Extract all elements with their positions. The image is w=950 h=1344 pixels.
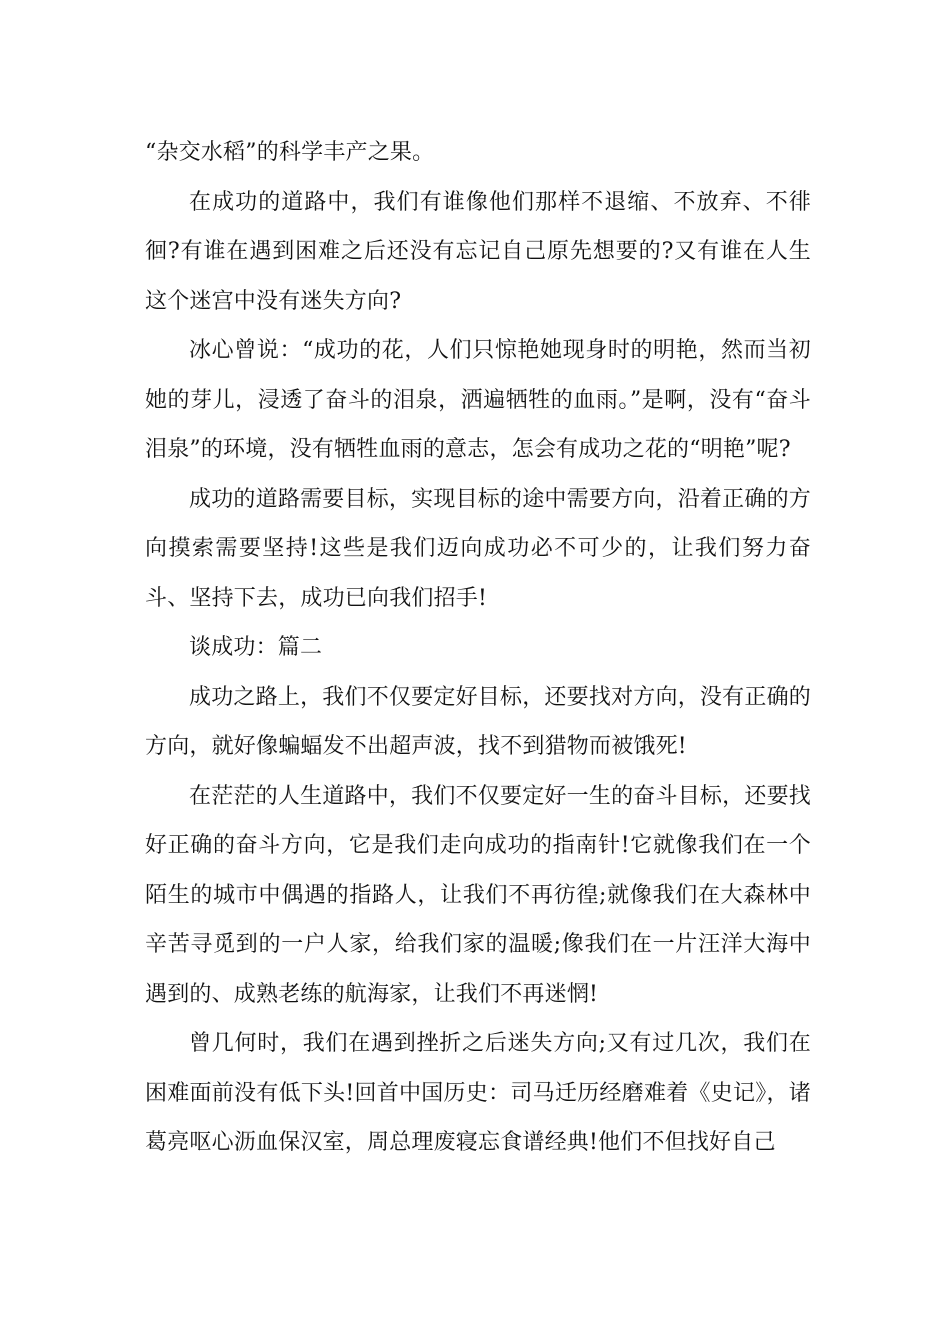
paragraph-1: “杂交水稻”的科学丰产之果。: [145, 140, 435, 165]
paragraph-5: 成功之路上，我们不仅要定好目标，还要找对方向，没有正确的方向，就好像蝙蝠发不出超声波，找不到猎物而被饿死!: [145, 684, 811, 759]
paragraph-7: 曾几何时，我们在遇到挫折之后迷失方向;又有过几次，我们在困难面前没有低下头!回首中国历史：司马迁历经磨难着《史记》，诸葛亮呕心沥血保汉室，周总理废寝忘食谱经典!他们不但找好自己: [145, 1031, 811, 1155]
paragraph-2: 在成功的道路中，我们有谁像他们那样不退缩、不放弃、不徘徊?有谁在遇到困难之后还没有忘记自己原先想要的?又有谁在人生这个迷宫中没有迷失方向?: [145, 189, 811, 314]
paragraph-4: 成功的道路需要目标，实现目标的途中需要方向，沿着正确的方向摸索需要坚持!这些是我们迈向成功必不可少的，让我们努力奋斗、坚持下去，成功已向我们招手!: [145, 486, 811, 611]
section-heading: 谈成功：篇二: [189, 635, 323, 660]
paragraph-3: 冰心曾说：“成功的花，人们只惊艳她现身时的明艳，然而当初她的芽儿，浸透了奋斗的泪泉，洒遍牺牲的血雨。”是啊，没有“奋斗泪泉”的环境，没有牺牲血雨的意志，怎会有成功之花的“明艳”呢?: [145, 338, 811, 462]
document-body: [145, 128, 811, 1168]
paragraph-6: 在茫茫的人生道路中，我们不仅要定好一生的奋斗目标，还要找好正确的奋斗方向，它是我们走向成功的指南针!它就像我们在一个陌生的城市中偶遇的指路人，让我们不再彷徨;就像我们在大森林中辛苦寻觅到的一户人家，给我们家的温暖;像我们在一片汪洋大海中遇到的、成熟老练的航海家，让我们不再迷惘!: [145, 783, 811, 1007]
